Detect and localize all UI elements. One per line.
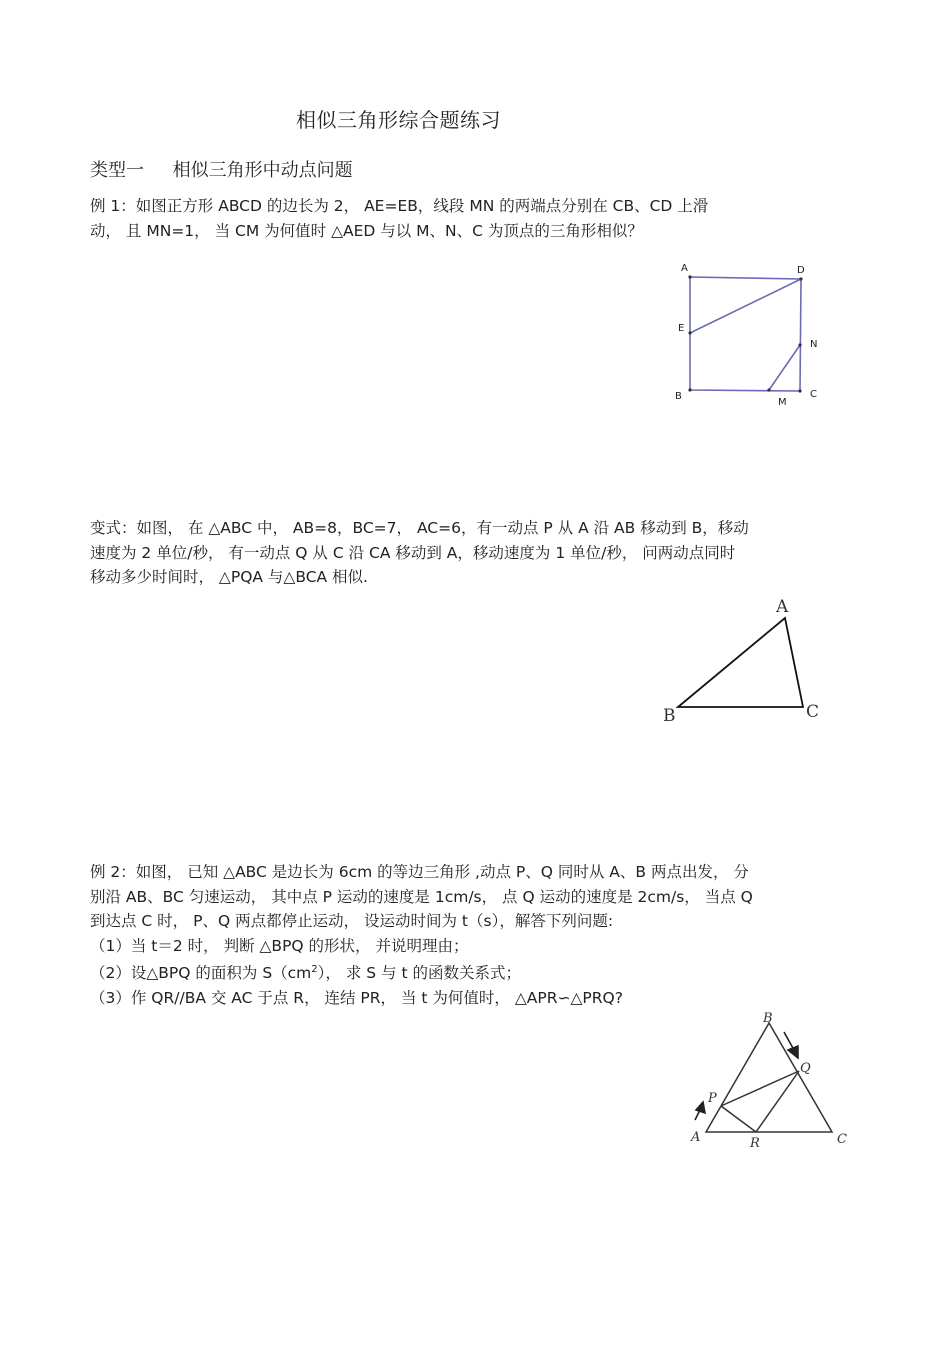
variant-text — [90, 516, 860, 590]
arrow-q — [784, 1032, 798, 1058]
label-b: B — [675, 391, 682, 402]
triangle-abc — [706, 1023, 832, 1132]
label-a: A — [681, 263, 688, 274]
segment-mn — [769, 345, 800, 390]
example-1-text — [90, 194, 860, 243]
label-a: A — [691, 1130, 701, 1145]
text-line: 移动多少时间时， △PQA 与△BCA 相似. — [90, 568, 368, 586]
segment-pr — [721, 1106, 756, 1132]
page-title: 相似三角形综合题练习 — [296, 108, 501, 132]
label-c: C — [806, 702, 820, 722]
square-figure — [665, 255, 835, 415]
text-line: 动， 且 MN=1， 当 CM 为何值时 △AED 与以 M、N、C 为顶点的三角形相似？ — [90, 221, 643, 240]
question-3: （3）作 QR//BA 交 AC 于点 R， 连结 PR， 当 t 为何值时， △APR∽△PRQ? — [90, 988, 623, 1007]
text-line: 变式：如图， 在 △ABC 中， AB=8，BC=7， AC=6，有一动点 P 从 A 沿 AB 移动到 B，移动 — [90, 519, 749, 537]
section-title: 类型一 相似三角形中动点问题 — [90, 160, 353, 181]
question-2: （2）设△BPQ 的面积为 $S(cm^2)$， 求 S 与 t 的函数关系式； — [90, 964, 521, 983]
text-line: 例 2：如图， 已知 △ABC 是边长为 6cm 的等边三角形 ,动点 P、Q 同时从 A、B 两点出发， 分 — [90, 863, 749, 881]
label-e: E — [678, 323, 685, 334]
text-line: 别沿 AB、BC 匀速运动， 其中点 P 运动的速度是 1cm/s， 点 Q 运动的速度是 2cm/s， 当点 Q — [90, 887, 753, 906]
label-m: M — [778, 397, 787, 408]
text-line: 到达点 C 时， P、Q 两点都停止运动， 设运动时间为 t（s），解答下列问题: — [90, 912, 614, 930]
label-p: P — [708, 1091, 717, 1106]
text-line: 例 1：如图正方形 ABCD 的边长为 2， AE=EB，线段 MN 的两端点分别在 CB、CD 上滑 — [90, 197, 709, 215]
label-b: B — [663, 706, 676, 726]
equilateral-triangle-figure — [680, 1010, 860, 1160]
arrow-p — [695, 1102, 705, 1120]
example-2-text — [90, 860, 860, 1010]
label-a: A — [776, 597, 789, 617]
segment-ed — [690, 279, 801, 333]
question-1: （1）当 t＝2 时， 判断 △BPQ 的形状， 并说明理由； — [90, 936, 469, 955]
label-r: R — [750, 1136, 760, 1151]
label-b: B — [763, 1011, 773, 1026]
label-q: Q — [800, 1061, 811, 1076]
label-c: C — [810, 389, 817, 400]
triangle-abc-figure — [655, 590, 835, 730]
label-d: D — [797, 265, 805, 276]
square-abcd — [690, 277, 801, 391]
label-n: N — [810, 339, 818, 350]
text-line: 速度为 2 单位/秒， 有一动点 Q 从 C 沿 CA 移动到 A，移动速度为 1 单位/秒， 问两动点同时 — [90, 543, 736, 562]
label-c: C — [837, 1132, 847, 1147]
triangle-abc — [678, 618, 803, 707]
